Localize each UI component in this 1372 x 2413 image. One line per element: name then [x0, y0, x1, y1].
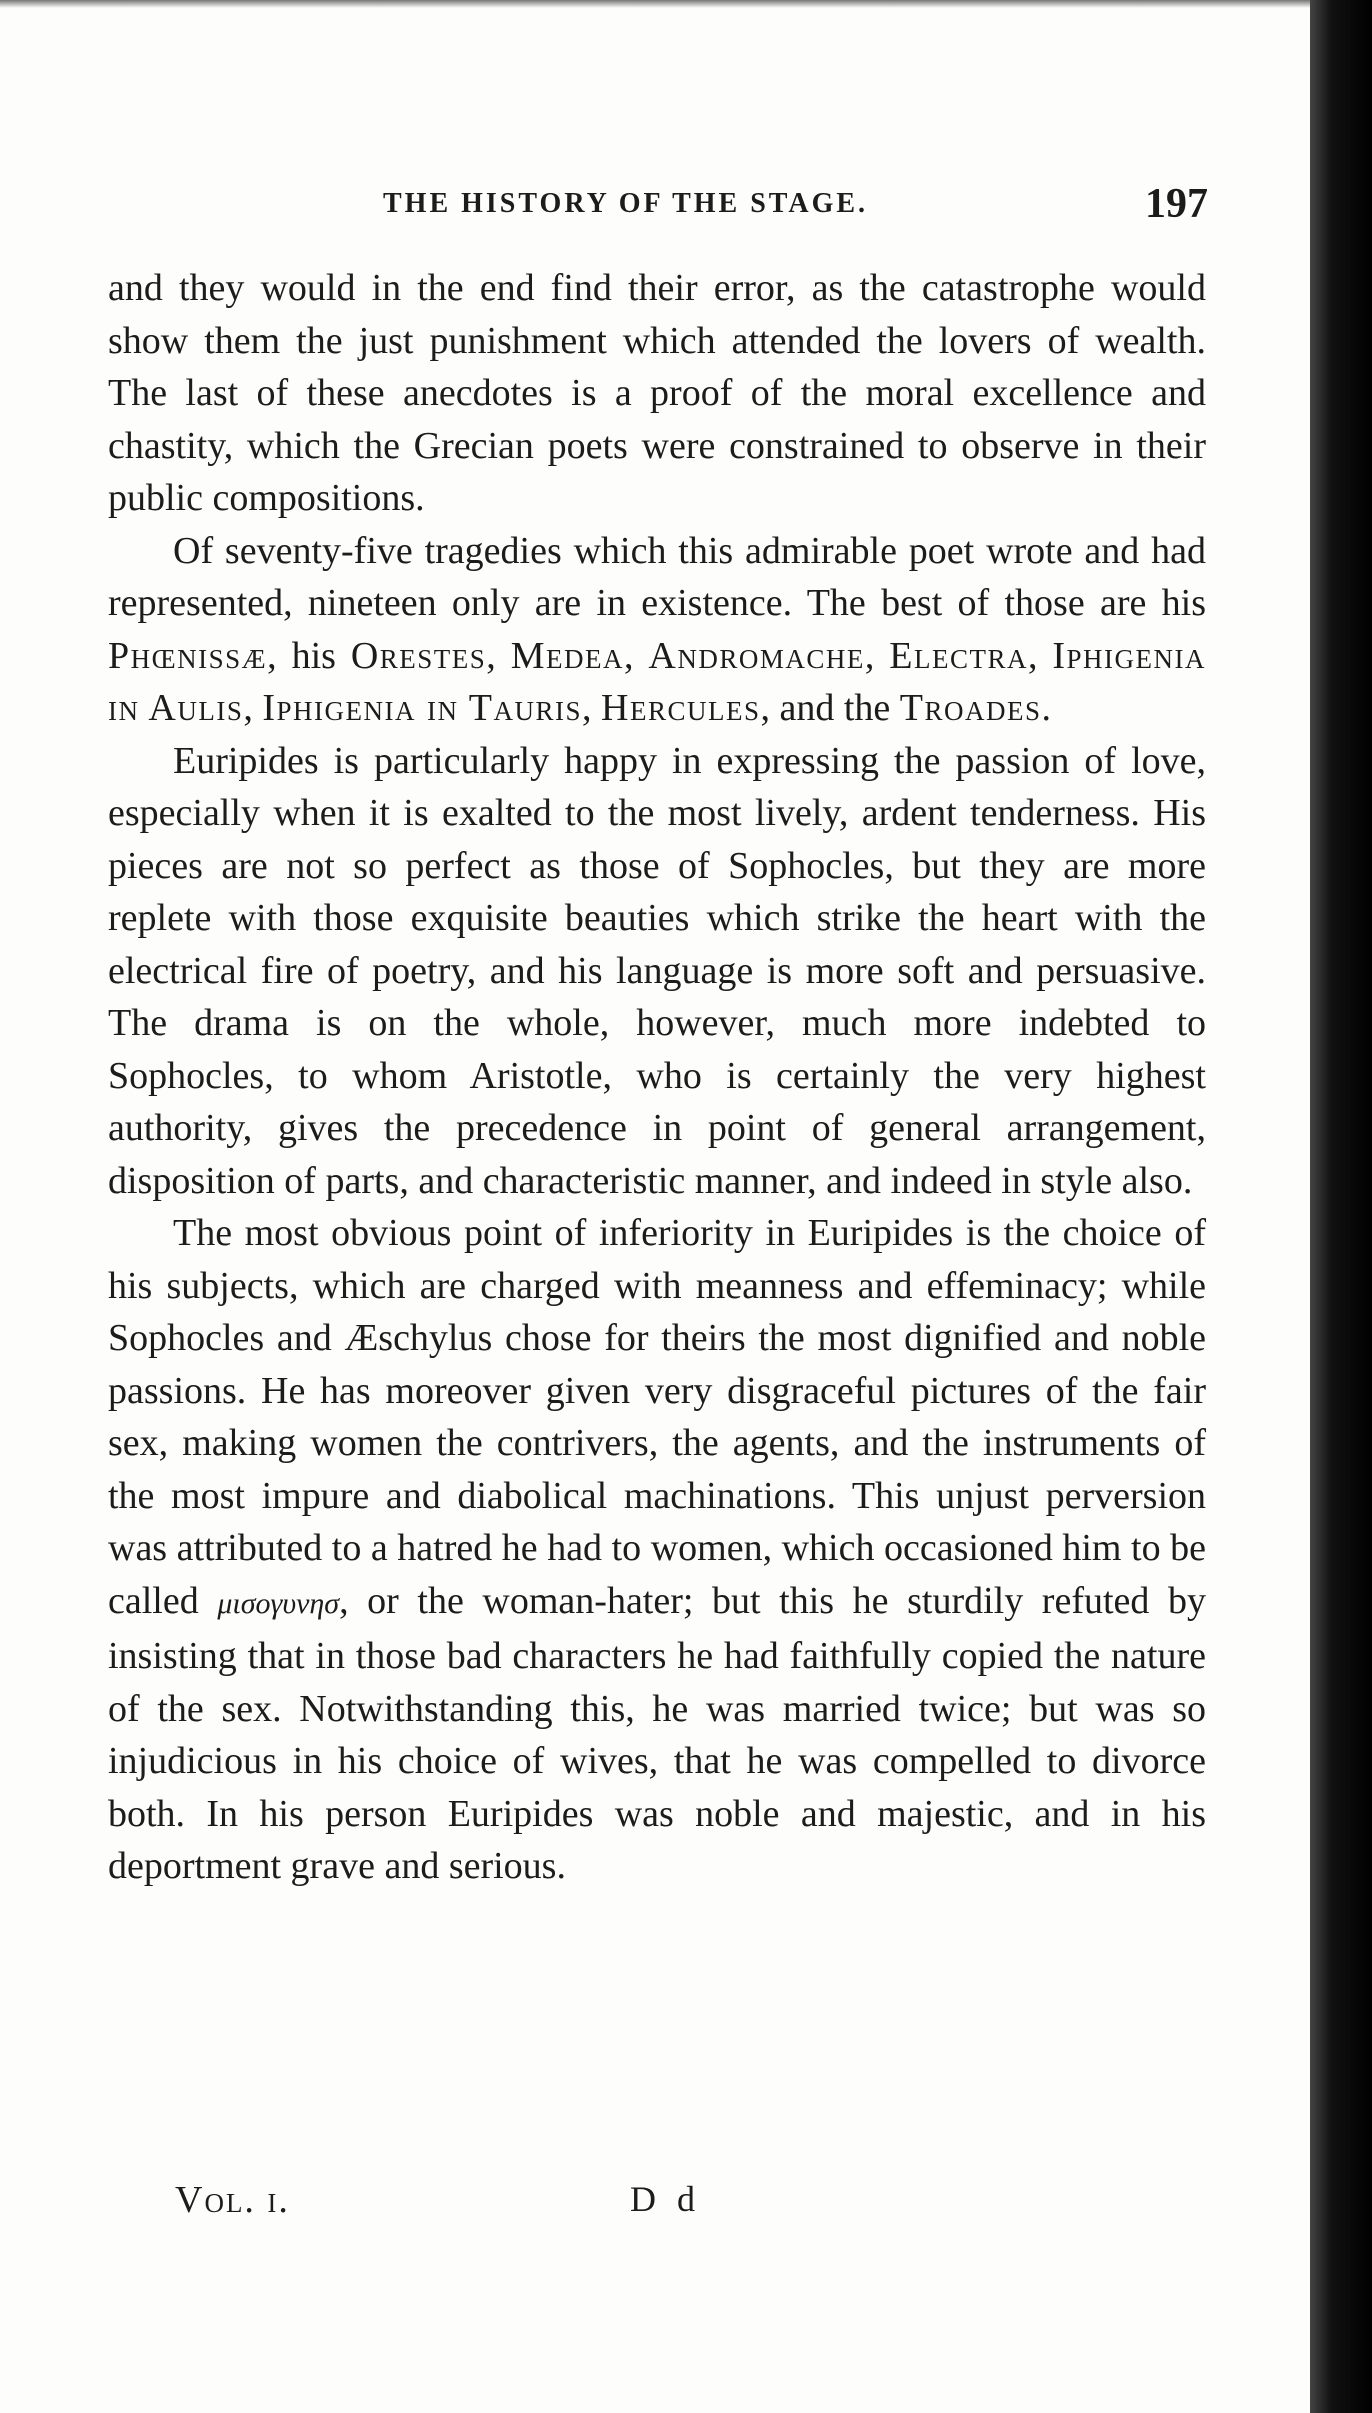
scan-right-edge — [1310, 0, 1372, 2413]
separator: , — [864, 634, 890, 677]
play-title-medea: Medea — [510, 634, 624, 677]
paragraph-1: and they would in the end find their error, as the catastrophe would show them the just punishment which attended the lovers of wealth. The last of these anecdotes is a proof of the moral excellence and chastity, which the Grecian poets were constrained to observe in their public compositions. — [108, 267, 1206, 519]
separator: , — [486, 634, 511, 677]
play-title-hercules: Hercules — [601, 687, 761, 729]
greek-word-misogynist: μισογυνησ — [217, 1586, 340, 1620]
running-title: THE HISTORY OF THE STAGE. — [383, 188, 869, 219]
separator: , — [1027, 634, 1053, 677]
paragraph-4 — [108, 1207, 1206, 1893]
separator: , — [623, 634, 649, 677]
play-title-orestes: Orestes — [350, 634, 487, 677]
play-title-electra: Electra — [889, 634, 1028, 677]
paragraph-4-before-greek: The most obvious point of inferiority in Euripides is the choice of his subjects, which are charged with meanness and effeminacy; while Sophocles and Æschylus chose for theirs the most dignified and noble passions. He has moreover given very disgraceful pictures of the fair sex, making women the contrivers, the agents, and the instruments of the most impure and diabolical machinations. This unjust perversion was attributed to a hatred he had to women, which occasioned him to be called — [108, 1212, 1206, 1622]
play-title-andromache: Andromache — [648, 634, 865, 677]
scan-top-edge — [0, 0, 1372, 8]
page-number: 197 — [1145, 181, 1208, 227]
separator: , — [243, 687, 263, 729]
page-footer — [175, 2178, 975, 2228]
paragraph-2-end: . — [1041, 687, 1051, 729]
play-title-troades: Troades — [899, 687, 1042, 729]
play-title-iphigenia-aulis: Iphigenia in Aulis — [108, 634, 1207, 729]
play-title-iphigenia-tauris: Iphigenia in Tauris — [262, 687, 583, 729]
paragraph-4-after-greek: , or the woman-hater; but this he sturdily refuted by insisting that in those bad characters he had faithfully copied the nature of the sex. Notwithstanding this, he was married twice; but was so injudicious in his choice of wives, that he was compelled to divorce both. In his person Euripides was noble and majestic, and in his deportment grave and serious. — [108, 1579, 1206, 1887]
separator: , his — [267, 634, 351, 677]
paragraph-2-intro: Of seventy-five tragedies which this admirable poet wrote and had represented, nineteen only are in existence. The best of those are his — [108, 529, 1206, 624]
paragraph-2 — [108, 525, 1206, 735]
play-title-phoenissae: Phœnissæ — [108, 634, 268, 677]
volume-mark: Vol. i. — [175, 2179, 290, 2221]
body-text — [108, 262, 1206, 1893]
page-header — [108, 180, 1208, 240]
paragraph-3: Euripides is particularly happy in expressing the passion of love, especially when it is exalted to the most lively, ardent tenderness. His pieces are not so perfect as those of Sophocles, but they are more replete with those exquisite beauties which strike the heart with the electrical fire of poetry, and his language is more soft and persuasive. The drama is on the whole, however, much more indebted to Sophocles, to whom Aristotle, who is certainly the very highest authority, gives the precedence in point of general arrangement, disposition of parts, and characteristic manner, and indeed in style also. — [108, 739, 1206, 1202]
separator: , — [582, 687, 602, 729]
signature-mark: D d — [630, 2179, 701, 2219]
separator: , and the — [760, 687, 900, 729]
